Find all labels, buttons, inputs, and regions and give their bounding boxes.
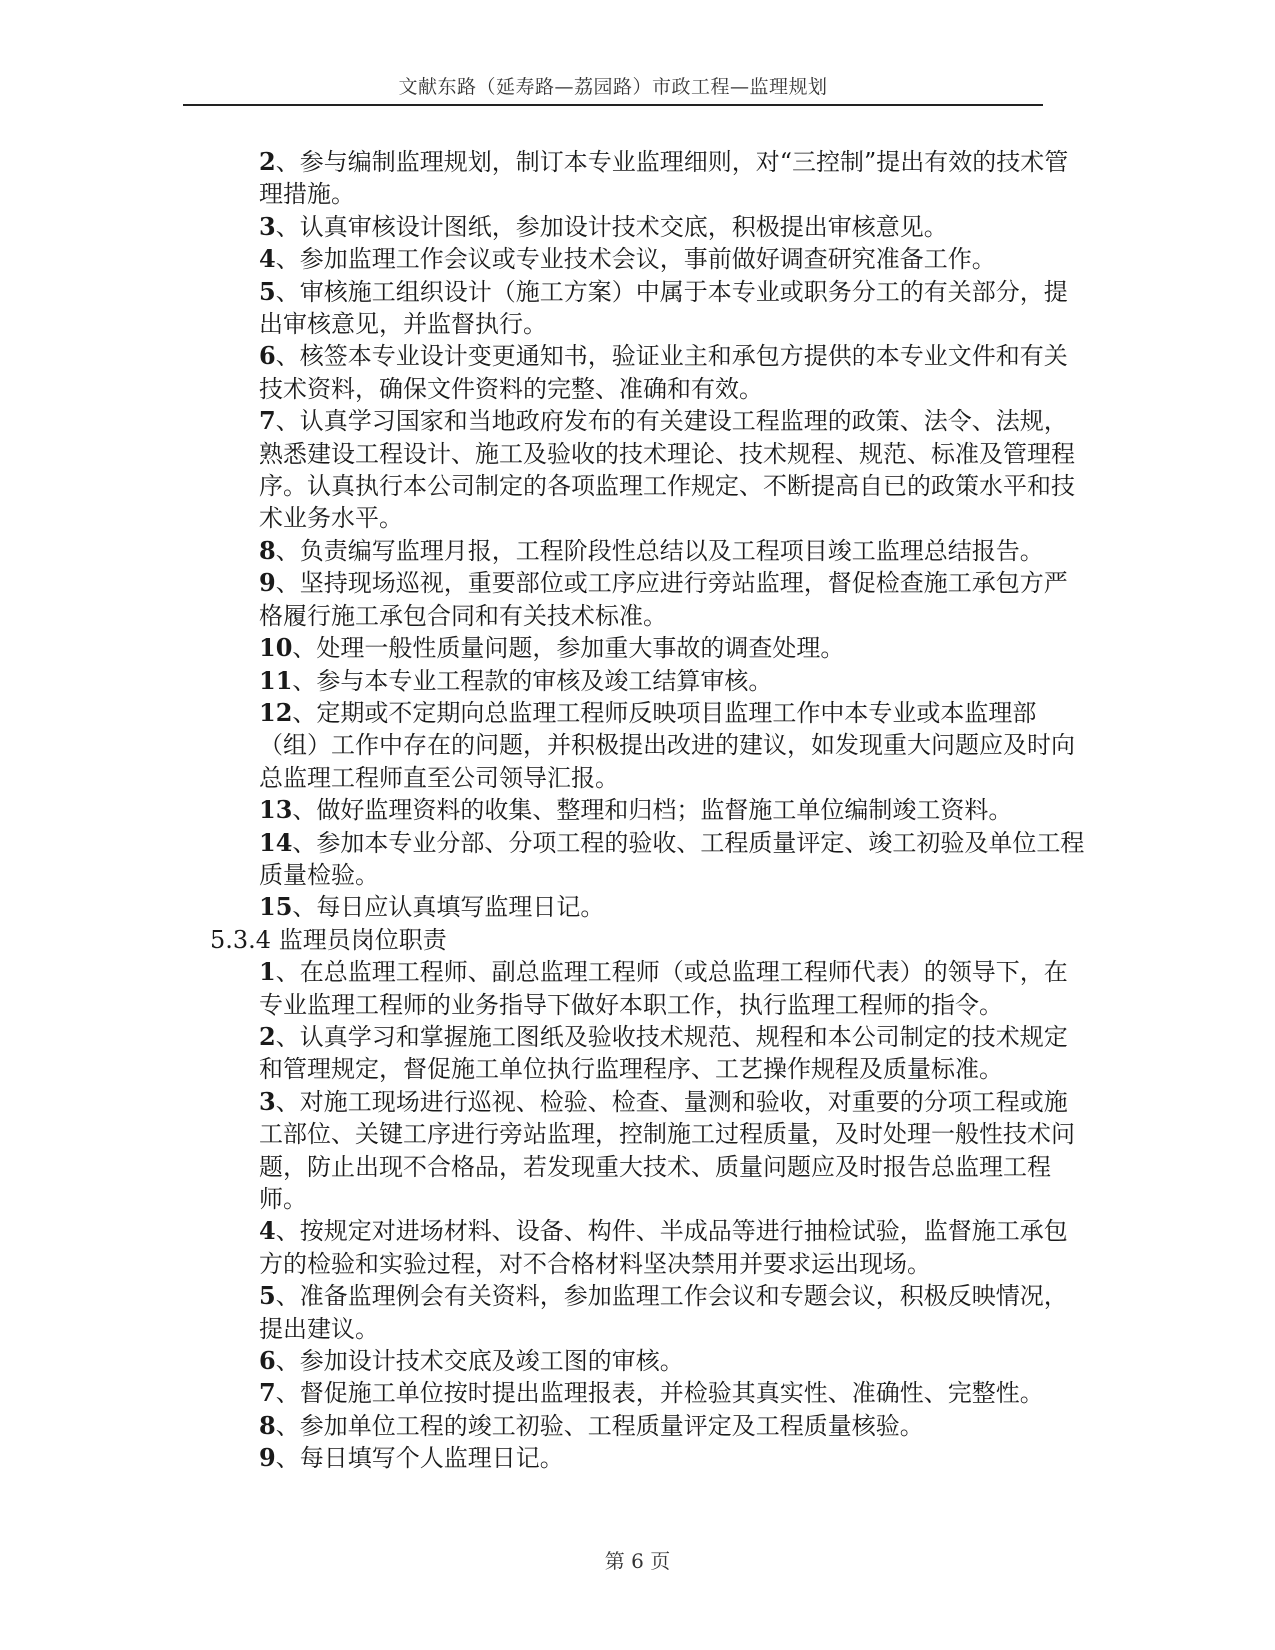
list-item	[259, 891, 1089, 923]
item-text: 、参加监理工作会议或专业技术会议，事前做好调查研究准备工作。	[275, 245, 996, 274]
item-text: 、对施工现场进行巡视、检验、检查、量测和验收，对重要的分项工程或施工部位、关键工序进行旁站监理，控制施工过程质量，及时处理一般性技术问题，防止出现不合格品，若发现重大技术、质量问题应及时报告总监理工程师。	[259, 1087, 1075, 1213]
item-number: 8	[259, 1410, 276, 1440]
list-item	[259, 1021, 1089, 1086]
list-item	[259, 243, 1089, 275]
list-item	[259, 567, 1089, 632]
item-text: 、定期或不定期向总监理工程师反映项目监理工作中本专业或本监理部（组）工作中存在的问题，并积极提出改进的建议，如发现重大问题应及时向总监理工程师直至公司领导汇报。	[259, 698, 1075, 792]
list-item	[259, 340, 1089, 405]
item-number: 14	[259, 827, 293, 857]
section-title: 监理员岗位职责	[278, 925, 447, 954]
item-text: 、每日应认真填写监理日记。	[292, 893, 605, 922]
item-number: 6	[259, 1346, 276, 1376]
list-item	[259, 665, 1089, 697]
item-text: 、参加本专业分部、分项工程的验收、工程质量评定、竣工初验及单位工程质量检验。	[259, 828, 1085, 889]
item-number: 15	[259, 892, 293, 922]
list-item	[259, 1280, 1089, 1345]
item-text: 、每日填写个人监理日记。	[275, 1444, 564, 1473]
item-number: 9	[259, 568, 276, 598]
item-text: 、处理一般性质量问题，参加重大事故的调查处理。	[292, 634, 845, 663]
section-number: 5.3.4	[210, 925, 272, 954]
item-number: 3	[259, 1086, 276, 1116]
item-text: 、坚持现场巡视，重要部位或工序应进行旁站监理，督促检查施工承包方严格履行施工承包合同和有关技术标准。	[259, 569, 1068, 630]
item-number: 7	[259, 406, 276, 436]
item-text: 、负责编写监理月报，工程阶段性总结以及工程项目竣工监理总结报告。	[275, 536, 1044, 565]
list-item	[259, 956, 1089, 1021]
item-number: 10	[259, 633, 293, 663]
page-header: 文献东路（延寿路—荔园路）市政工程—监理规划	[398, 76, 828, 98]
item-number: 2	[259, 1021, 276, 1051]
list-item	[259, 535, 1089, 567]
item-text: 、核签本专业设计变更通知书，验证业主和承包方提供的本专业文件和有关技术资料，确保文件资料的完整、准确和有效。	[259, 342, 1068, 403]
item-text: 、认真学习国家和当地政府发布的有关建设工程监理的政策、法令、法规，熟悉建设工程设计、施工及验收的技术理论、技术规程、规范、标准及管理程序。认真执行本公司制定的各项监理工作规定、不断提高自已的政策水平和技术业务水平。	[259, 407, 1075, 533]
item-number: 5	[259, 1281, 276, 1311]
item-text: 、认真审核设计图纸，参加设计技术交底，积极提出审核意见。	[275, 212, 948, 241]
list-item	[259, 697, 1089, 794]
item-number: 2	[259, 147, 276, 176]
item-number: 6	[259, 341, 276, 371]
item-number: 9	[259, 1443, 276, 1473]
list-item	[259, 146, 1089, 211]
list-item	[259, 794, 1089, 826]
item-text: 、按规定对进场材料、设备、构件、半成品等进行抽检试验，监督施工承包方的检验和实验过程，对不合格材料坚决禁用并要求运出现场。	[259, 1217, 1068, 1278]
list-item	[259, 1377, 1089, 1409]
list-item	[259, 1442, 1089, 1474]
list-item	[259, 405, 1089, 535]
section-heading	[210, 924, 1090, 956]
list-item	[259, 1215, 1089, 1280]
item-number: 12	[259, 697, 293, 727]
item-number: 4	[259, 1216, 276, 1246]
item-number: 3	[259, 211, 276, 241]
item-number: 8	[259, 535, 276, 565]
item-text: 、做好监理资料的收集、整理和归档；监督施工单位编制竣工资料。	[292, 796, 1013, 825]
item-text: 、在总监理工程师、副总监理工程师（或总监理工程师代表）的领导下，在专业监理工程师的业务指导下做好本职工作，执行监理工程师的指令。	[259, 958, 1068, 1019]
header-divider	[183, 104, 1043, 106]
item-text: 、参加设计技术交底及竣工图的审核。	[275, 1347, 684, 1376]
list-item	[259, 827, 1089, 892]
item-text: 、参与本专业工程款的审核及竣工结算审核。	[292, 666, 773, 695]
item-number: 11	[259, 665, 293, 695]
list-item	[259, 276, 1089, 341]
item-text: 、认真学习和掌握施工图纸及验收技术规范、规程和本公司制定的技术规定和管理规定，督促施工单位执行监理程序、工艺操作规程及质量标准。	[259, 1022, 1068, 1084]
item-text: 、准备监理例会有关资料，参加监理工作会议和专题会议，积极反映情况，提出建议。	[259, 1282, 1068, 1343]
document-body	[210, 146, 1090, 1475]
item-text: 、审核施工组织设计（施工方案）中属于本专业或职务分工的有关部分，提出审核意见，并监督执行。	[259, 277, 1068, 339]
list-item	[259, 211, 1089, 243]
list-item	[259, 632, 1089, 664]
item-text: 、参与编制监理规划，制订本专业监理细则，对“三控制”提出有效的技术管理措施。	[259, 148, 1069, 209]
item-number: 1	[259, 957, 276, 987]
list-item	[259, 1086, 1089, 1216]
list-item	[259, 1345, 1089, 1377]
item-text: 、督促施工单位按时提出监理报表，并检验其真实性、准确性、完整性。	[275, 1379, 1044, 1408]
item-number: 7	[259, 1378, 276, 1408]
item-number: 13	[259, 795, 293, 825]
item-number: 5	[259, 276, 276, 306]
page-number: 第 6 页	[604, 1549, 671, 1573]
item-text: 、参加单位工程的竣工初验、工程质量评定及工程质量核验。	[275, 1411, 924, 1440]
item-number: 4	[259, 244, 276, 274]
list-item	[259, 1410, 1089, 1442]
